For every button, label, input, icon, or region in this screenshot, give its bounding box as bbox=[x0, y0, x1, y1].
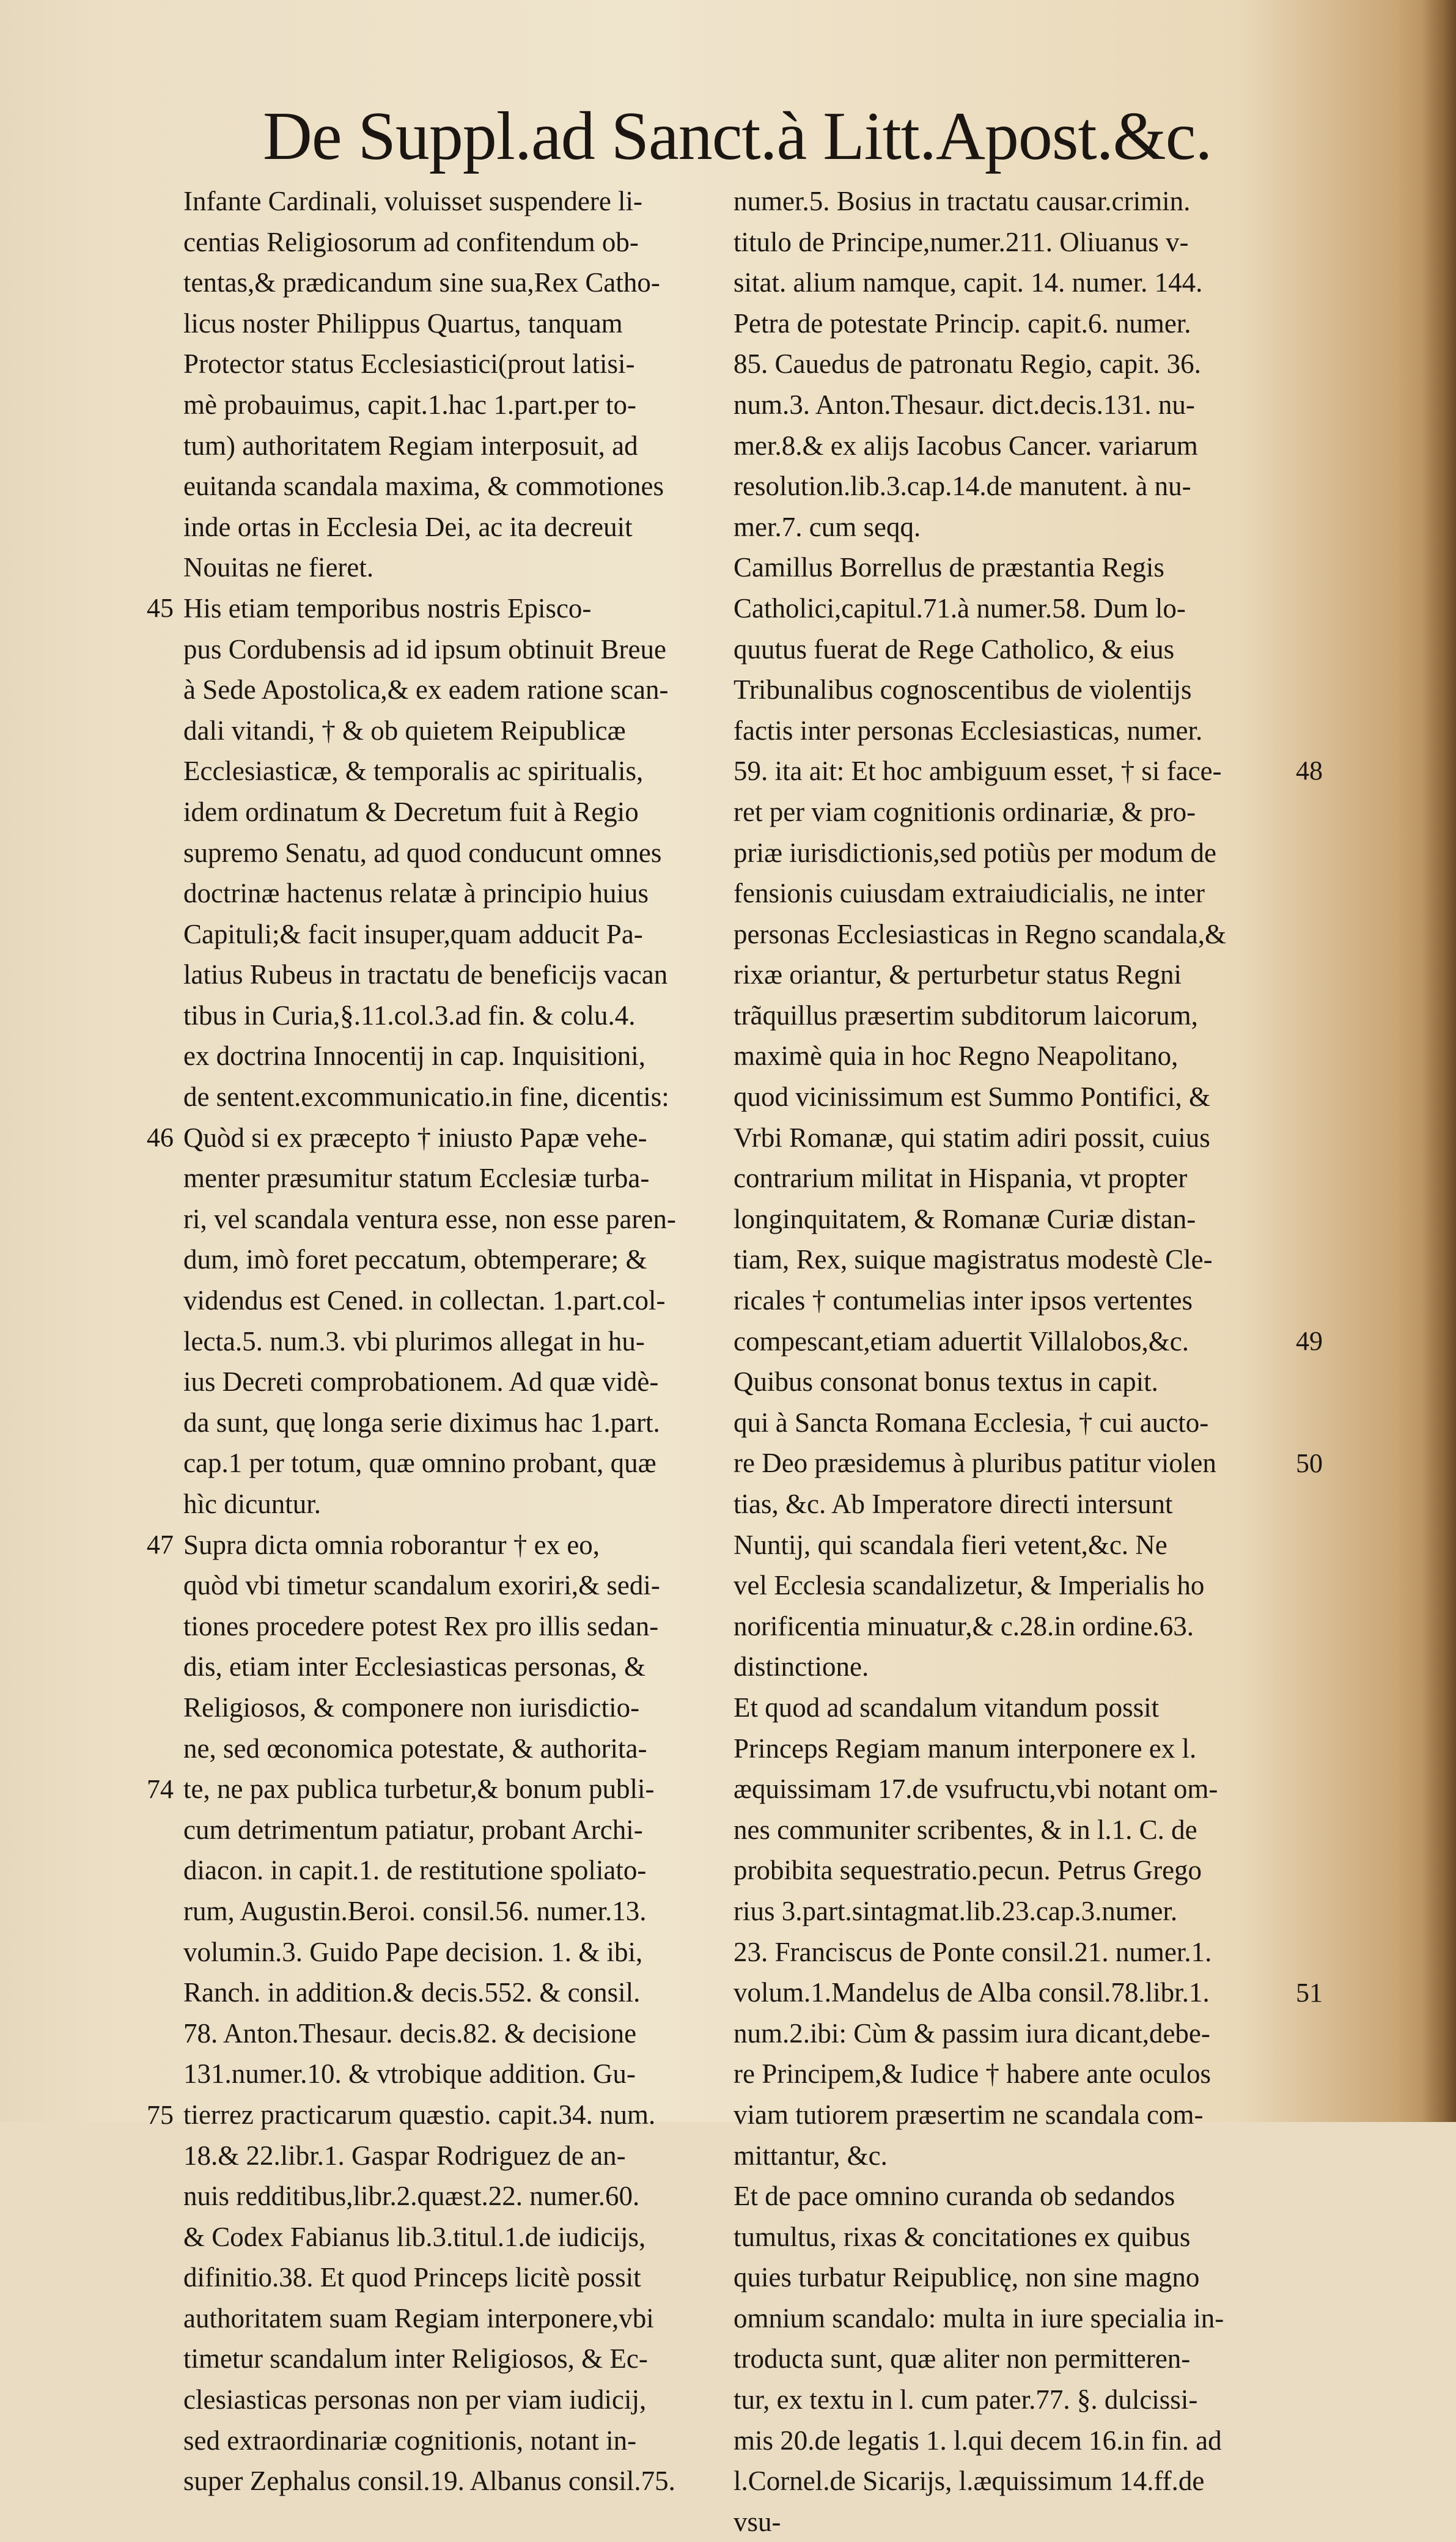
text-line: ri, vel scandala ventura esse, non esse paren- bbox=[183, 1203, 676, 1234]
text-line: lecta.5. num.3. vbi plurimos allegat in hu- bbox=[183, 1325, 645, 1357]
text-line: cap.1 per totum, quæ omnino probant, quæ bbox=[183, 1448, 656, 1479]
text-line: diacon. in capit.1. de restitutione spoliato- bbox=[183, 1855, 647, 1886]
text-line: vsu- bbox=[734, 2506, 781, 2537]
text-line: maximè quia in hoc Regno Neapolitano, bbox=[734, 1041, 1178, 1072]
text-line: pus Cordubensis ad id ipsum obtinuit Breue bbox=[183, 633, 666, 665]
text-line: Ecclesiasticæ, & temporalis ac spiritualis, bbox=[183, 756, 644, 787]
text-line: volum.1.Mandelus de Alba consil.78.libr.1. bbox=[734, 1977, 1210, 2008]
text-line: centias Religiosorum ad confitendum ob- bbox=[183, 226, 639, 257]
text-line: Nouitas ne fieret. bbox=[183, 552, 374, 583]
text-line: ricales † contumelias inter ipsos vertentes bbox=[734, 1285, 1193, 1316]
text-line: resolution.lib.3.cap.14.de manutent. à nu- bbox=[734, 471, 1191, 502]
text-line: rius 3.part.sintagmat.lib.23.cap.3.numer. bbox=[734, 1895, 1178, 1926]
text-line: re Deo præsidemus à pluribus patitur violen bbox=[734, 1448, 1216, 1479]
text-line: Infante Cardinali, voluisset suspendere li- bbox=[183, 186, 643, 216]
text-line: videndus est Cened. in collectan. 1.part.col- bbox=[183, 1285, 666, 1316]
text-line: tentas,& prædicandum sine sua,Rex Catho- bbox=[183, 267, 660, 298]
text-line: quòd vbi timetur scandalum exoriri,& sedi- bbox=[183, 1570, 660, 1601]
text-line: mer.7. cum seqq. bbox=[734, 511, 921, 542]
text-line: longinquitatem, & Romanæ Curiæ distan- bbox=[734, 1203, 1196, 1234]
text-line: ret per viam cognitionis ordinariæ, & pro- bbox=[734, 796, 1196, 827]
text-line: tumultus, rixas & concitationes ex quibus bbox=[734, 2221, 1191, 2252]
margin-number-75: 75 bbox=[147, 2100, 174, 2130]
text-line: probibita sequestratio.pecun. Petrus Grego bbox=[734, 1855, 1202, 1886]
text-line: viam tutiorem præsertim ne scandala com- bbox=[734, 2099, 1204, 2130]
text-line: tum) authoritatem Regiam interposuit, ad bbox=[183, 430, 638, 461]
text-line: quutus fuerat de Rege Catholico, & eius bbox=[734, 633, 1175, 665]
text-line: inde ortas in Ecclesia Dei, ac ita decreuit bbox=[183, 511, 633, 542]
text-line: timetur scandalum inter Religiosos, & Ec- bbox=[183, 2343, 648, 2374]
text-line: 78. Anton.Thesaur. decis.82. & decisione bbox=[183, 2017, 637, 2049]
margin-number-45: 45 bbox=[147, 593, 174, 623]
text-line: doctrinæ hactenus relatæ à principio huius bbox=[183, 878, 649, 909]
text-line: ius Decreti comprobationem. Ad quæ vidè- bbox=[183, 1366, 659, 1398]
text-line: nuis redditibus,libr.2.quæst.22. numer.60. bbox=[183, 2181, 640, 2212]
text-line: difinitio.38. Et quod Princeps licitè possit bbox=[183, 2262, 641, 2293]
text-line: da sunt, quę longa serie diximus hac 1.part. bbox=[183, 1407, 660, 1438]
margin-number-46: 46 bbox=[147, 1122, 174, 1152]
text-line: Supra dicta omnia roborantur † ex eo, bbox=[183, 1529, 600, 1560]
text-line: Tribunalibus cognoscentibus de violentijs bbox=[734, 674, 1192, 705]
text-line: à Sede Apostolica,& ex eadem ratione scan- bbox=[183, 674, 669, 705]
text-line: hìc dicuntur. bbox=[183, 1489, 321, 1519]
text-line: distinctione. bbox=[734, 1651, 869, 1682]
text-line: Quòd si ex præcepto † iniusto Papæ vehe- bbox=[183, 1122, 647, 1153]
text-line: latius Rubeus in tractatu de beneficijs vacan bbox=[183, 959, 668, 990]
text-line: contrarium militat in Hispania, vt propter bbox=[734, 1163, 1188, 1194]
text-line: vel Ecclesia scandalizetur, & Imperialis ho bbox=[734, 1570, 1205, 1601]
text-line: & Codex Fabianus lib.3.titul.1.de iudicijs, bbox=[183, 2221, 646, 2252]
text-line: mè probauimus, capit.1.hac 1.part.per to- bbox=[183, 389, 637, 420]
text-line: mis 20.de legatis 1. l.qui decem 16.in fin. ad bbox=[734, 2425, 1222, 2456]
margin-number-49: 49 bbox=[1296, 1326, 1323, 1356]
text-line: ex doctrina Innocentij in cap. Inquisitioni, bbox=[183, 1041, 646, 1072]
text-line: nes communiter scribentes, & in l.1. C. de bbox=[734, 1814, 1197, 1845]
text-line: quies turbatur Reipublicę, non sine magno bbox=[734, 2262, 1200, 2293]
text-line: His etiam temporibus nostris Episco- bbox=[183, 592, 592, 624]
text-line: mer.8.& ex alijs Iacobus Cancer. variarum bbox=[734, 430, 1198, 461]
text-line: de sentent.excommunicatio.in fine, dicentis: bbox=[183, 1081, 669, 1113]
text-line: 18.& 22.libr.1. Gaspar Rodriguez de an- bbox=[183, 2140, 626, 2171]
text-line: dali vitandi, † & ob quietem Reipublicæ bbox=[183, 715, 626, 746]
text-line: personas Ecclesiasticas in Regno scandala,& bbox=[734, 918, 1226, 949]
text-line: Ranch. in addition.& decis.552. & consil. bbox=[183, 1977, 641, 2008]
text-line: Camillus Borrellus de præstantia Regis bbox=[734, 552, 1164, 583]
text-line: Et de pace omnino curanda ob sedandos bbox=[734, 2181, 1175, 2212]
text-line: tierrez practicarum quæstio. capit.34. num. bbox=[183, 2099, 656, 2130]
text-line: idem ordinatum & Decretum fuit à Regio bbox=[183, 796, 639, 827]
left-text-column bbox=[183, 181, 721, 2502]
text-line: fensionis cuiusdam extraiudicialis, ne inter bbox=[734, 878, 1205, 909]
text-line: Petra de potestate Princip. capit.6. numer. bbox=[734, 308, 1191, 339]
page-edge-shadow bbox=[1422, 0, 1456, 2122]
text-line: tiones procedere potest Rex pro illis sedan- bbox=[183, 1610, 659, 1641]
text-line: Quibus consonat bonus textus in capit. bbox=[734, 1366, 1158, 1398]
text-line: clesiasticas personas non per viam iudicij, bbox=[183, 2384, 647, 2415]
margin-number-51: 51 bbox=[1296, 1978, 1323, 2008]
text-line: norificentia minuatur,& c.28.in ordine.63. bbox=[734, 1610, 1194, 1641]
text-line: numer.5. Bosius in tractatu causar.crimin. bbox=[734, 186, 1191, 216]
text-line: troducta sunt, quæ aliter non permitteren- bbox=[734, 2343, 1191, 2374]
text-line: mittantur, &c. bbox=[734, 2140, 888, 2171]
text-line: titulo de Principe,numer.211. Oliuanus v- bbox=[734, 226, 1189, 257]
text-line: qui à Sancta Romana Ecclesia, † cui aucto- bbox=[734, 1407, 1209, 1438]
text-line: authoritatem suam Regiam interponere,vbi bbox=[183, 2302, 654, 2334]
text-line: Catholici,capitul.71.à numer.58. Dum lo- bbox=[734, 592, 1186, 624]
text-line: re Principem,& Iudice † habere ante oculos bbox=[734, 2058, 1211, 2090]
text-line: 85. Cauedus de patronatu Regio, capit. 36. bbox=[734, 348, 1201, 380]
text-line: trãquillus præsertim subditorum laicorum, bbox=[734, 1000, 1198, 1031]
text-line: te, ne pax publica turbetur,& bonum publi- bbox=[183, 1774, 655, 1805]
text-line: super Zephalus consil.19. Albanus consil.75. bbox=[183, 2466, 675, 2497]
text-line: Protector status Ecclesiastici(prout latisi- bbox=[183, 348, 635, 380]
text-line: compescant,etiam aduertit Villalobos,&c. bbox=[734, 1325, 1189, 1357]
text-line: cum detrimentum patiatur, probant Archi- bbox=[183, 1814, 643, 1845]
right-text-column bbox=[734, 181, 1284, 2542]
text-line: priæ iurisdictionis,sed potiùs per modum de bbox=[734, 837, 1216, 868]
text-line: Et quod ad scandalum vitandum possit bbox=[734, 1692, 1160, 1723]
text-line: num.3. Anton.Thesaur. dict.decis.131. nu- bbox=[734, 389, 1195, 420]
text-line: licus noster Philippus Quartus, tanquam bbox=[183, 308, 623, 339]
margin-number-50: 50 bbox=[1296, 1448, 1323, 1478]
text-line: l.Cornel.de Sicarijs, l.æquissimum 14.ff.de bbox=[734, 2466, 1205, 2497]
margin-number-48: 48 bbox=[1296, 756, 1323, 786]
text-line: æquissimam 17.de vsufructu,vbi notant om- bbox=[734, 1774, 1218, 1805]
text-line: sed extraordinariæ cognitionis, notant in- bbox=[183, 2425, 637, 2456]
text-line: dum, imò foret peccatum, obtemperare; & bbox=[183, 1244, 647, 1275]
text-line: 131.numer.10. & vtrobique addition. Gu- bbox=[183, 2058, 636, 2090]
margin-number-74: 74 bbox=[147, 1774, 174, 1804]
text-line: sitat. alium namque, capit. 14. numer. 144. bbox=[734, 267, 1203, 298]
text-line: dis, etiam inter Ecclesiasticas personas, & bbox=[183, 1651, 646, 1682]
text-line: rixæ oriantur, & perturbetur status Regni bbox=[734, 959, 1182, 990]
text-line: menter præsumitur statum Ecclesiæ turba- bbox=[183, 1163, 650, 1194]
text-line: num.2.ibi: Cùm & passim iura dicant,debe- bbox=[734, 2017, 1210, 2049]
text-line: euitanda scandala maxima, & commotiones bbox=[183, 471, 664, 502]
text-line: rum, Augustin.Beroi. consil.56. numer.13. bbox=[183, 1895, 647, 1926]
text-line: Nuntij, qui scandala fieri vetent,&c. Ne bbox=[734, 1529, 1167, 1560]
text-line: tias, &c. Ab Imperatore directi intersunt bbox=[734, 1489, 1173, 1519]
text-line: tibus in Curia,§.11.col.3.ad fin. & colu.4. bbox=[183, 1000, 636, 1031]
text-line: quod vicinissimum est Summo Pontifici, & bbox=[734, 1081, 1211, 1113]
text-line: omnium scandalo: multa in iure specialia in- bbox=[734, 2302, 1224, 2334]
text-line: 23. Franciscus de Ponte consil.21. numer.1. bbox=[734, 1936, 1212, 1967]
text-line: ne, sed œconomica potestate, & authorita- bbox=[183, 1733, 647, 1764]
text-line: tur, ex textu in l. cum pater.77. §. dulcissi- bbox=[734, 2384, 1198, 2415]
text-line: supremo Senatu, ad quod conducunt omnes bbox=[183, 837, 662, 868]
text-line: Religiosos, & componere non iurisdictio- bbox=[183, 1692, 640, 1723]
running-header: De Suppl.ad Sanct.à Litt.Apost.&c. bbox=[263, 98, 1212, 174]
text-line: factis inter personas Ecclesiasticas, numer. bbox=[734, 715, 1203, 746]
text-line: 59. ita ait: Et hoc ambiguum esset, † si face- bbox=[734, 756, 1222, 787]
text-line: volumin.3. Guido Pape decision. 1. & ibi, bbox=[183, 1936, 643, 1967]
text-line: tiam, Rex, suique magistratus modestè Cle- bbox=[734, 1244, 1213, 1275]
text-line: Vrbi Romanæ, qui statim adiri possit, cuius bbox=[734, 1122, 1210, 1153]
margin-number-47: 47 bbox=[147, 1530, 174, 1560]
text-line: Capituli;& facit insuper,quam adducit Pa- bbox=[183, 918, 643, 949]
text-line: Princeps Regiam manum interponere ex l. bbox=[734, 1733, 1197, 1764]
